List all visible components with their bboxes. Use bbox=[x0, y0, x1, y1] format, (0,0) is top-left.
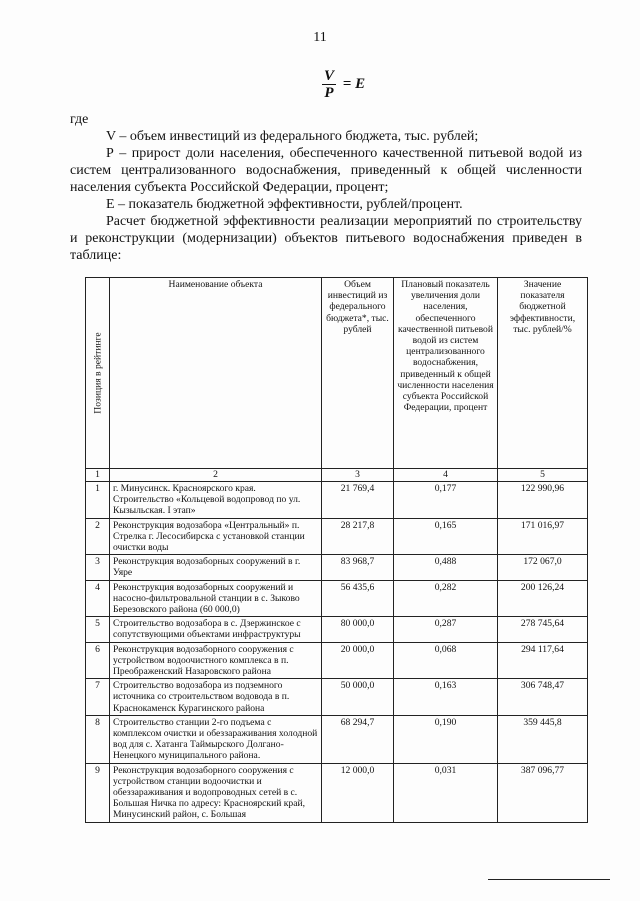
row-value: 294 117,64 bbox=[498, 642, 588, 679]
row-plan: 0,190 bbox=[394, 715, 498, 763]
row-plan: 0,488 bbox=[394, 555, 498, 580]
row-value: 172 067,0 bbox=[498, 555, 588, 580]
table-row bbox=[86, 555, 588, 580]
column-number: 3 bbox=[322, 469, 394, 482]
row-name: Строительство водозабора из подземного источника со строительством водовода в п. Краснокаменск Курагинского района bbox=[110, 679, 322, 716]
column-number: 4 bbox=[394, 469, 498, 482]
row-value: 306 748,47 bbox=[498, 679, 588, 716]
row-volume: 80 000,0 bbox=[322, 617, 394, 642]
row-plan: 0,031 bbox=[394, 763, 498, 822]
row-volume: 12 000,0 bbox=[322, 763, 394, 822]
row-plan: 0,163 bbox=[394, 679, 498, 716]
header-position: Позиция в рейтинге bbox=[86, 278, 110, 469]
row-name: Реконструкция водозаборного сооружения с устройством водоочистного комплекса в п. Преображенский Назаровского района bbox=[110, 642, 322, 679]
row-name: Реконструкция водозабора «Центральный» п. Стрелка г. Лесосибирска с установкой станции очистки воды bbox=[110, 518, 322, 555]
row-value: 387 096,77 bbox=[498, 763, 588, 822]
row-position: 9 bbox=[86, 763, 110, 822]
table-row bbox=[86, 679, 588, 716]
row-name: Реконструкция водозаборных сооружений в г. Уяре bbox=[110, 555, 322, 580]
page-number: 11 bbox=[313, 30, 327, 45]
row-volume: 21 769,4 bbox=[322, 482, 394, 519]
row-name: Реконструкция водозаборного сооружения с устройством станции водоочистки и обеззараживания и водопроводных сетей в с. Большая Ничка по адресу: Красноярский край, Минусинский район, с. Большая bbox=[110, 763, 322, 822]
row-value: 122 990,96 bbox=[498, 482, 588, 519]
column-number: 1 bbox=[86, 469, 110, 482]
row-position: 8 bbox=[86, 715, 110, 763]
table-row bbox=[86, 642, 588, 679]
where-label: где bbox=[70, 112, 89, 127]
row-volume: 68 294,7 bbox=[322, 715, 394, 763]
row-name: Строительство водозабора в с. Дзержинское с сопутствующими объектами инфраструктуры bbox=[110, 617, 322, 642]
row-plan: 0,068 bbox=[394, 642, 498, 679]
row-position: 1 bbox=[86, 482, 110, 519]
row-position: 2 bbox=[86, 518, 110, 555]
table-row bbox=[86, 580, 588, 617]
row-position: 5 bbox=[86, 617, 110, 642]
row-position: 7 bbox=[86, 679, 110, 716]
row-plan: 0,165 bbox=[394, 518, 498, 555]
table-row bbox=[86, 518, 588, 555]
formula-fraction bbox=[322, 68, 336, 101]
column-numbers-row bbox=[86, 469, 588, 482]
definition-p: Р – прирост доли населения, обеспеченного качественной питьевой водой из систем централизованного водоснабжения, приведенный к общей численности населения субъекта Российской Федерации, процент; bbox=[70, 146, 582, 195]
row-volume: 50 000,0 bbox=[322, 679, 394, 716]
row-value: 171 016,97 bbox=[498, 518, 588, 555]
row-value: 278 745,64 bbox=[498, 617, 588, 642]
row-volume: 83 968,7 bbox=[322, 555, 394, 580]
column-number: 2 bbox=[110, 469, 322, 482]
row-position: 4 bbox=[86, 580, 110, 617]
row-value: 200 126,24 bbox=[498, 580, 588, 617]
row-volume: 56 435,6 bbox=[322, 580, 394, 617]
row-plan: 0,177 bbox=[394, 482, 498, 519]
row-name: г. Минусинск. Красноярского края. Строительство «Кольцевой водопровод по ул. Кызыльская. I этап» bbox=[110, 482, 322, 519]
row-plan: 0,287 bbox=[394, 617, 498, 642]
row-position: 3 bbox=[86, 555, 110, 580]
formula bbox=[322, 68, 365, 101]
row-position: 6 bbox=[86, 642, 110, 679]
header-plan: Плановый показатель увеличения доли населения, обеспеченного качественной питьевой водой из систем централизованного водоснабжения, приведенный к общей численности населения субъекта Российской Федерации, процент bbox=[394, 278, 498, 469]
row-volume: 20 000,0 bbox=[322, 642, 394, 679]
table-row bbox=[86, 763, 588, 822]
intro-paragraph: Расчет бюджетной эффективности реализации мероприятий по строительству и реконструкции (модернизации) объектов питьевого водоснабжения приведен в таблице: bbox=[70, 214, 582, 263]
row-value: 359 445,8 bbox=[498, 715, 588, 763]
column-number: 5 bbox=[498, 469, 588, 482]
formula-result: = E bbox=[342, 76, 366, 92]
formula-numerator: V bbox=[324, 68, 335, 84]
table-row bbox=[86, 617, 588, 642]
table-row bbox=[86, 715, 588, 763]
header-volume: Объем инвестиций из федерального бюджета*, тыс. рублей bbox=[322, 278, 394, 469]
row-name: Строительство станции 2-го подъема с комплексом очистки и обеззараживания холодной вод для с. Хатанга Таймырского Долгано-Ненецкого муниципального района. bbox=[110, 715, 322, 763]
definition-e: Е – показатель бюджетной эффективности, рублей/процент. bbox=[106, 197, 463, 212]
row-plan: 0,282 bbox=[394, 580, 498, 617]
table-row bbox=[86, 482, 588, 519]
row-volume: 28 217,8 bbox=[322, 518, 394, 555]
efficiency-table bbox=[85, 277, 588, 823]
signature-line bbox=[488, 879, 610, 880]
definition-v: V – объем инвестиций из федерального бюджета, тыс. рублей; bbox=[106, 129, 479, 144]
table-header-row bbox=[86, 278, 588, 469]
row-name: Реконструкция водозаборных сооружений и насосно-фильтровальной станции в с. Зыково Березовского района (60 000,0) bbox=[110, 580, 322, 617]
header-name: Наименование объекта bbox=[110, 278, 322, 469]
formula-denominator: P bbox=[324, 85, 334, 101]
header-value: Значение показателя бюджетной эффективности, тыс. рублей/% bbox=[498, 278, 588, 469]
